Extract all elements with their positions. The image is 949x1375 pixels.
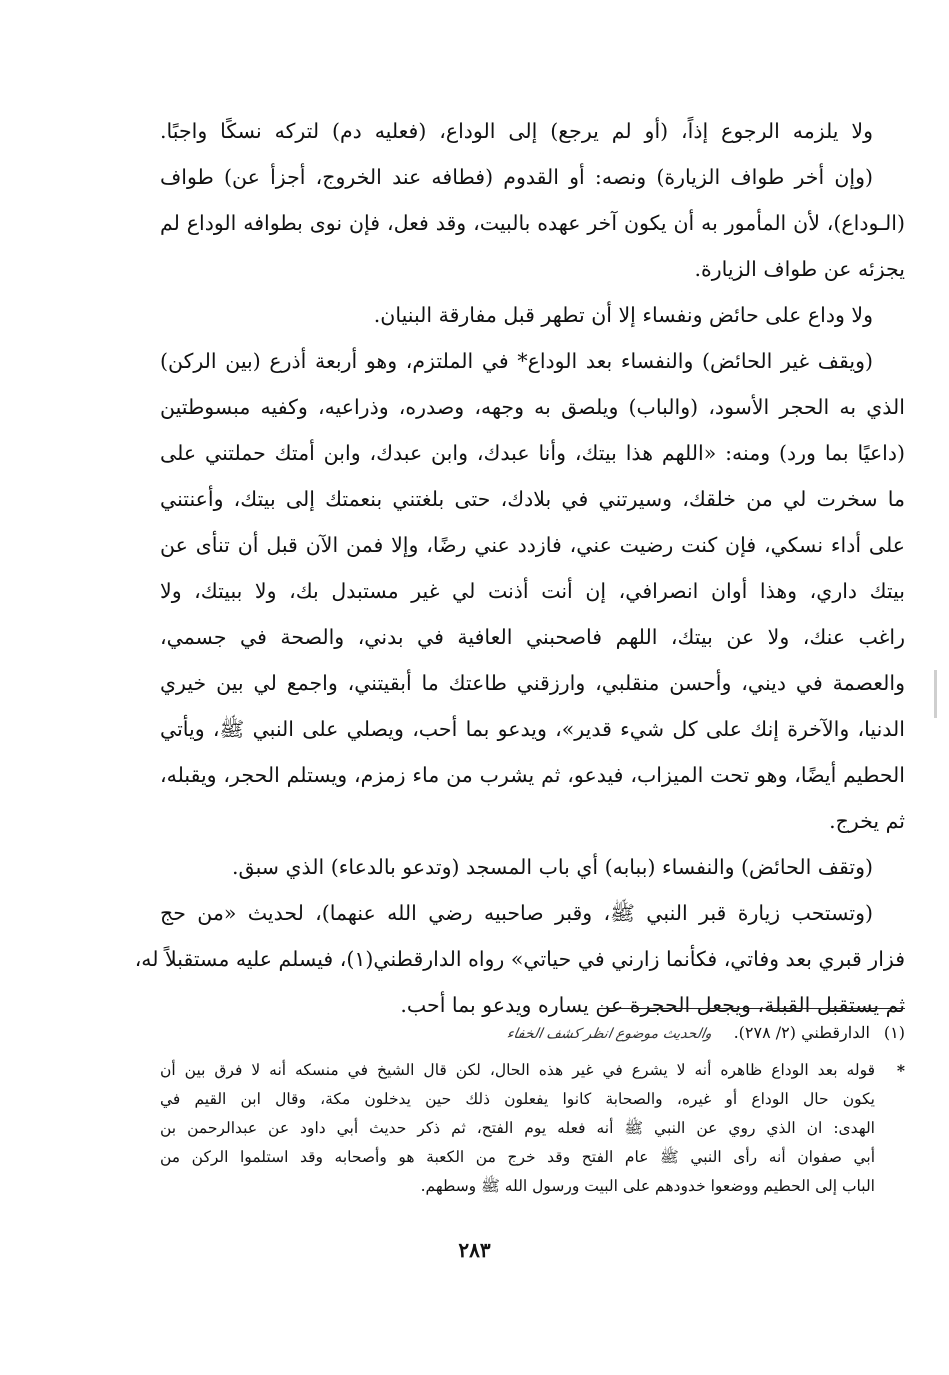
body-line-2: (وإن أخر طواف الزيارة) ونصه: أو القدوم (فطافه عند الخروج، أجزأ عن) طواف	[160, 165, 873, 189]
body-line-8: (داعيًا بما ورد) ومنه: «اللهم هذا بيتك، وأنا عبدك، وابن عبدك، وابن أمتك حملتني على	[160, 441, 905, 465]
note-line-4: أبي صفوان أنه رأى النبي ﷺ عام الفتح وقد خرج من الكعبة هو وأصحابه وقد استلموا الركن من	[160, 1148, 875, 1166]
body-line-10: على أداء نسكي، فإن كنت رضيت عني، فازدد عني رضًا، وإلا فمن الآن قبل أن تنأى عن	[160, 533, 905, 557]
body-line-13: والعصمة في ديني، وأحسن منقلبي، وارزقني طاعتك ما أبقيتني، واجمع لي بين خيري	[160, 671, 905, 695]
note-line-text: قوله بعد الوداع ظاهره أنه لا يشرع في غير هذه الحال، لكن قال الشيخ في منسكه أنه لا فرق بين أن	[160, 1061, 875, 1079]
body-line-1: ولا يلزمه الرجوع إذاً، (أو لم يرجع) إلى الوداع، (فعليه دم) لتركه نسكًا واجبًا.	[160, 119, 873, 143]
note-line-2: يكون حال الوداع أو غيره، والصحابة كانوا يفعلون ذلك حين يدخلون مكة، وقال ابن القيم في	[160, 1090, 875, 1108]
note-line-1	[160, 1056, 905, 1085]
body-line-11: بيتك داري، وهذا أوان انصرافي، إن أنت أذنت لي غير مستبدل بك، ولا ببيتك، ولا	[160, 579, 905, 603]
body-line-3: (الـوداع)، لأن المأمور به أن يكون آخر عهده بالبيت، وقد فعل، فإن نوى بطوافه الوداع لم	[160, 211, 905, 235]
body-line-4: يجزئه عن طواف الزيارة.	[694, 257, 905, 281]
note-line-5: الباب إلى الحطيم ووضعوا خدودهم على البيت ورسول الله ﷺ وسطهم.	[420, 1177, 875, 1195]
body-line-17: (وتقف الحائض) والنفساء (ببابه) أي باب المسجد (وتدعو بالدعاء) الذي سبق.	[231, 855, 873, 879]
body-line-20: ثم يستقبل القبلة، ويجعل الحجرة عن يساره ويدعو بما أحب.	[400, 993, 905, 1017]
commentary-note	[160, 1056, 905, 1201]
note-asterisk: *	[896, 1061, 905, 1080]
main-text	[134, 108, 905, 1028]
footnote-text: الدارقطني (٢/ ٢٧٨).	[733, 1023, 870, 1042]
note-line-3: الهدى: ان الذي روي عن النبي ﷺ أنه فعله يوم الفتح، ثم ذكر حديث أبي داود عن عبدالرحمن بن	[160, 1119, 875, 1137]
body-line-6: (ويقف غير الحائض) والنفساء بعد الوداع* في الملتزم، وهو أربعة أذرع (بين الركن)	[160, 349, 873, 373]
footnote	[160, 1018, 905, 1049]
body-line-16: ثم يخرج.	[829, 809, 905, 833]
footnote-number: (١)	[883, 1023, 905, 1042]
body-line-7: الذي به الحجر الأسود، (والباب) ويلصق به وجهه، وصدره، وذراعيه، وكفيه مبسوطتين	[160, 395, 905, 419]
body-line-9: ما سخرت لي من خلقك، وسيرتني في بلادك، حتى بلغتني بنعمتك إلى بيتك، وأعنتني	[160, 487, 905, 511]
scan-margin-mark	[934, 670, 937, 718]
body-line-15: الحطيم أيضًا، وهو تحت الميزاب، فيدعو، ثم يشرب من ماء زمزم، ويستلم الحجر، ويقبله،	[160, 763, 905, 787]
page-number: ٢٨٣	[458, 1238, 491, 1262]
body-line-14: الدنيا، والآخرة إنك على كل شيء قدير»، ويدعو بما أحب، ويصلي على النبي ﷺ، ويأتي	[160, 717, 905, 741]
body-line-12: راغب عنك، ولا عن بيتك، اللهم فاصحبني العافية في بدني، والصحة في جسمي،	[160, 625, 905, 649]
body-line-18: (وتستحب زيارة قبر النبي ﷺ، وقبر صاحبيه رضي الله عنهما)، لحديث «من حج	[160, 901, 873, 925]
body-line-19: فزار قبري بعد وفاتي، فكأنما زارني في حياتي» رواه الدارقطني(١)، فيسلم عليه مستقبلاً له،	[134, 947, 905, 971]
body-line-5: ولا وداع على حائض ونفساء إلا أن تطهر قبل مفارقة البنيان.	[373, 303, 873, 327]
footnote-separator	[598, 1008, 905, 1009]
handwritten-annotation: والحديث موضوع انظر كشف الخفاء	[505, 1026, 713, 1042]
